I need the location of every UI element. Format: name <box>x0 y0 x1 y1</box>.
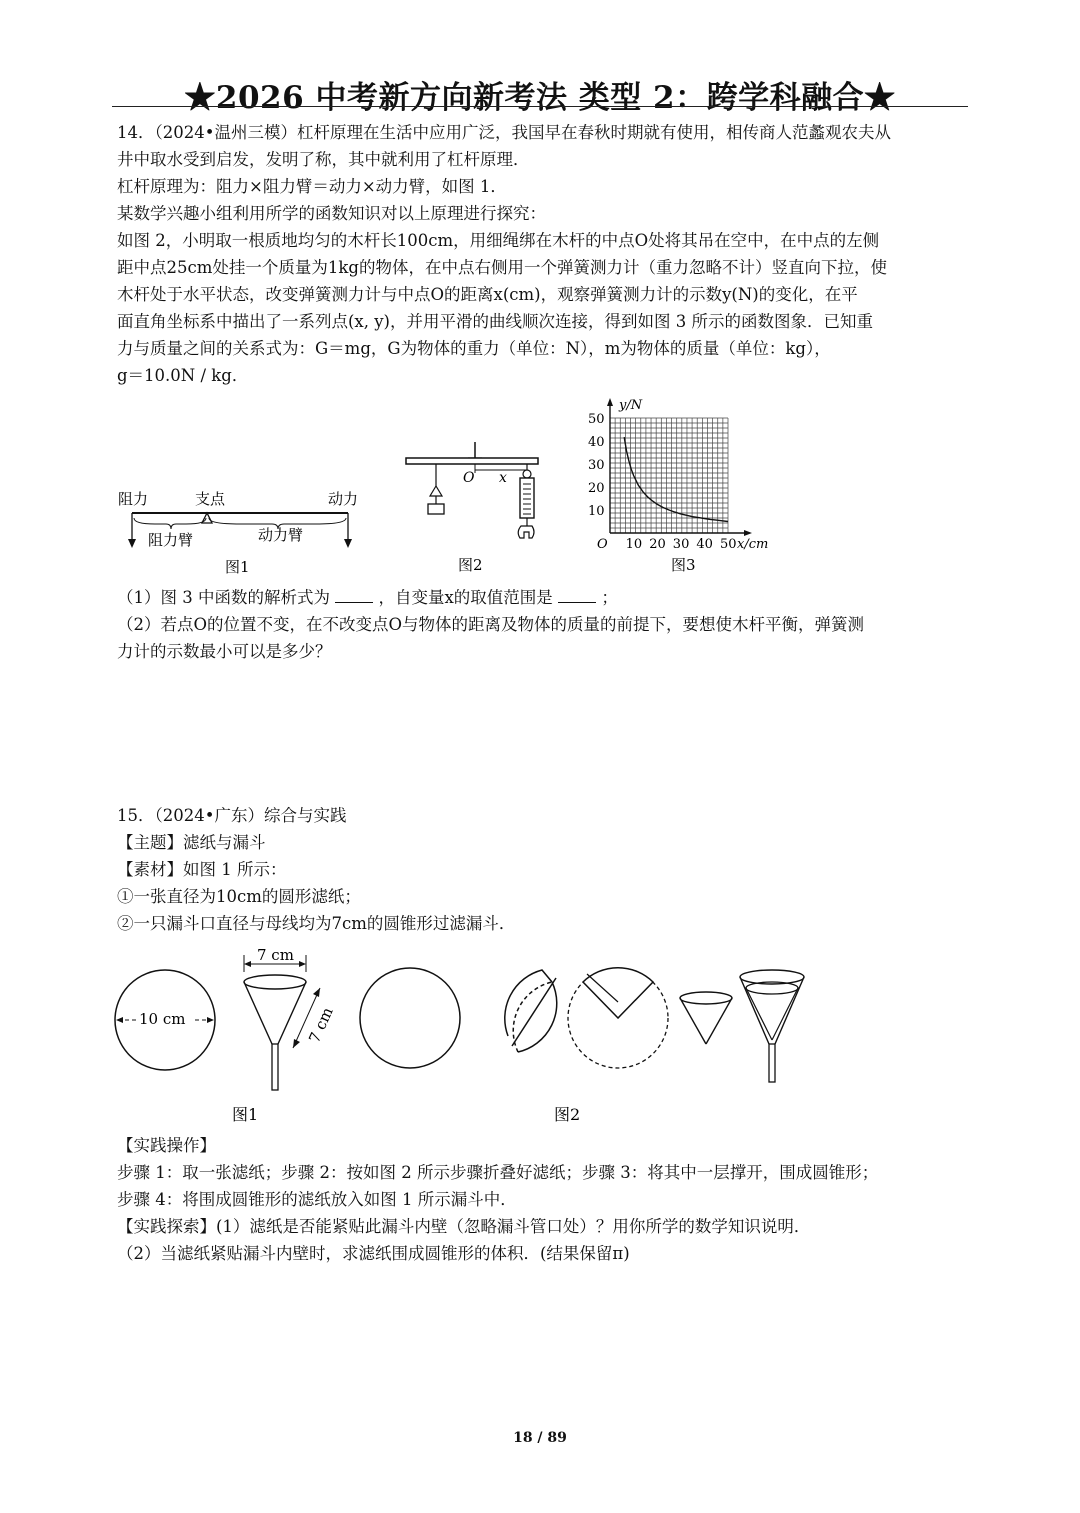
resistance-arm-brace <box>134 518 206 529</box>
x-tick-label: 50 <box>720 537 737 552</box>
funnel-tube <box>272 1044 278 1090</box>
hand-icon <box>518 526 534 538</box>
figure-1-caption: 图1 <box>225 558 250 576</box>
q14-line-1: 14．（2024•温州三模）杠杆原理在生活中应用广泛，我国早在春秋时期就有使用，相传商人范蠡观农夫从 <box>117 123 891 142</box>
x-axis-arrow-icon <box>744 530 752 536</box>
figure-2-caption: 图2 <box>458 556 483 574</box>
q14-line-5: 如图 2，小明取一根质地均匀的木杆长100cm，用细绳绑在木杆的中点O处将其吊在空中，在中点的左侧 <box>117 231 880 250</box>
label-resistance-arm: 阻力臂 <box>148 531 194 549</box>
q14-figure-2 <box>398 440 548 580</box>
label-o: O <box>463 470 475 486</box>
x-tick-label: 40 <box>696 537 713 552</box>
arrow-left-icon <box>244 961 251 967</box>
funnel-wall-left <box>244 982 272 1044</box>
q15-line-3: 【素材】如图 1 所示： <box>117 860 287 879</box>
q15-line-1: 15．（2024•广东）综合与实践 <box>117 806 347 825</box>
q14-sub-2-line-1: （2）若点O的位置不变，在不改变点O与物体的距离及物体的质量的前提下，要想使木杆平衡，弹簧测 <box>117 615 865 634</box>
label-power: 动力 <box>328 490 359 508</box>
scale-ring <box>523 470 531 478</box>
x-tick-label: 20 <box>649 537 666 552</box>
q15-line-5: ②一只漏斗口直径与母线均为7cm的圆锥形过滤漏斗． <box>117 914 516 933</box>
arrow-down-icon <box>293 1039 300 1048</box>
weight-block <box>428 504 444 514</box>
q14-sub-1 <box>117 586 977 610</box>
q14-sub-1-text-c: ； <box>601 588 618 607</box>
q15-practice-line-1: 步骤 1：取一张滤纸；步骤 2：按如图 2 所示步骤折叠好滤纸；步骤 3：将其中一层撑开，围成圆锥形； <box>117 1163 879 1182</box>
q15-line-4: ①一张直径为10cm的圆形滤纸； <box>117 887 361 906</box>
q15-explore-line-2: （2）当滤纸紧贴漏斗内壁时，求滤纸围成圆锥形的体积．(结果保留π) <box>117 1244 630 1263</box>
label-10cm: 10 cm <box>139 1010 186 1028</box>
label-7cm-side: 7 cm <box>305 1004 337 1046</box>
weight-hook <box>430 486 442 496</box>
funnel-tube-2 <box>769 1044 775 1082</box>
q14-figure-3-chart <box>585 393 785 580</box>
q15-figure-1-caption: 图1 <box>232 1105 259 1124</box>
y-tick-label: 30 <box>588 458 605 473</box>
q14-line-6: 距中点25cm处挂一个质量为1kg的物体，在中点右侧用一个弹簧测力计（重力忽略不计）竖直向下拉，使 <box>117 258 887 277</box>
arrow-up-icon <box>313 988 320 997</box>
y-tick-label: 50 <box>588 412 605 427</box>
q15-figure-2-caption: 图2 <box>554 1105 581 1124</box>
y-axis-arrow-icon <box>607 398 613 406</box>
wooden-rod <box>406 458 538 464</box>
funnel-wall-right <box>278 982 306 1044</box>
q14-line-7: 木杆处于水平状态，改变弹簧测力计与中点O的距离x(cm)，观察弹簧测力计的示数y(N)的变化，在平 <box>117 285 858 304</box>
q14-figure-1 <box>110 480 380 580</box>
arrow-right-icon <box>207 1017 214 1023</box>
q14-line-3: 杠杆原理为：阻力×阻力臂＝动力×动力臂，如图 1． <box>117 177 507 196</box>
chart-x-label: x/cm <box>737 537 769 552</box>
y-tick-label: 20 <box>588 481 605 496</box>
arrow-left-icon <box>116 1017 123 1023</box>
figure-3-caption: 图3 <box>671 556 696 574</box>
page-number: 18 / 89 <box>513 1430 567 1446</box>
q14-line-10: g＝10.0N / kg． <box>117 366 249 385</box>
q15-explore-line-1: 【实践探索】(1）滤纸是否能紧贴此漏斗内壁（忽略漏斗管口处）？用你所学的数学知识说明． <box>117 1217 811 1236</box>
label-power-arm: 动力臂 <box>258 526 304 544</box>
funnel-rim <box>244 975 306 989</box>
label-7cm-top: 7 cm <box>257 946 294 964</box>
title-divider <box>112 106 968 107</box>
y-tick-label: 40 <box>588 435 605 450</box>
paper-cone-rim <box>680 992 732 1004</box>
fold-step-3-quarter <box>583 968 653 1018</box>
label-resistance: 阻力 <box>118 490 149 508</box>
paper-cone-right <box>706 998 732 1044</box>
q14-line-8: 面直角坐标系中描出了一系列点(x, y)，并用平滑的曲线顺次连接，得到如图 3 所示的函数图象．已知重 <box>117 312 873 331</box>
q14-line-2: 井中取水受到启发，发明了称，其中就利用了杠杆原理． <box>117 150 530 169</box>
q15-line-2: 【主题】滤纸与漏斗 <box>117 833 266 852</box>
x-tick-label: 10 <box>625 537 643 552</box>
q14-line-9: 力与质量之间的关系式为：G＝mg，G为物体的重力（单位：N），m为物体的质量（单位：kg）， <box>117 339 831 358</box>
q15-figures <box>110 940 850 1130</box>
label-x: x <box>499 470 507 486</box>
q14-sub-2-line-2: 力计的示数最小可以是多少？ <box>117 642 332 661</box>
chart-origin-label: O <box>597 537 608 552</box>
q14-sub-1-text-b: ，自变量x的取值范围是 <box>378 588 553 607</box>
paper-cone-left <box>680 998 706 1044</box>
q15-practice-heading: 【实践操作】 <box>117 1136 216 1155</box>
arrow-down-icon <box>128 539 136 548</box>
fold-step-2-crease <box>512 978 556 1046</box>
q14-sub-1-text-a: （1）图 3 中函数的解析式为 <box>117 588 330 607</box>
arrow-right-icon <box>299 961 306 967</box>
page-title: ★2026 中考新方向新考法 类型 2：跨学科融合★ <box>184 80 896 116</box>
answer-blank-2[interactable] <box>558 586 596 603</box>
y-tick-label: 10 <box>588 504 605 519</box>
fold-step-2-arc <box>518 982 557 1052</box>
x-tick-label: 30 <box>672 537 690 552</box>
q14-line-4: 某数学兴趣小组利用所学的函数知识对以上原理进行探究： <box>117 204 546 223</box>
arrow-down-icon <box>344 539 352 548</box>
answer-blank-1[interactable] <box>335 586 373 603</box>
chart-y-label: y/N <box>619 398 643 413</box>
q15-practice-line-2: 步骤 4：将围成圆锥形的滤纸放入如图 1 所示漏斗中． <box>117 1190 517 1209</box>
label-fulcrum: 支点 <box>195 490 226 508</box>
fold-step-1 <box>360 968 460 1068</box>
